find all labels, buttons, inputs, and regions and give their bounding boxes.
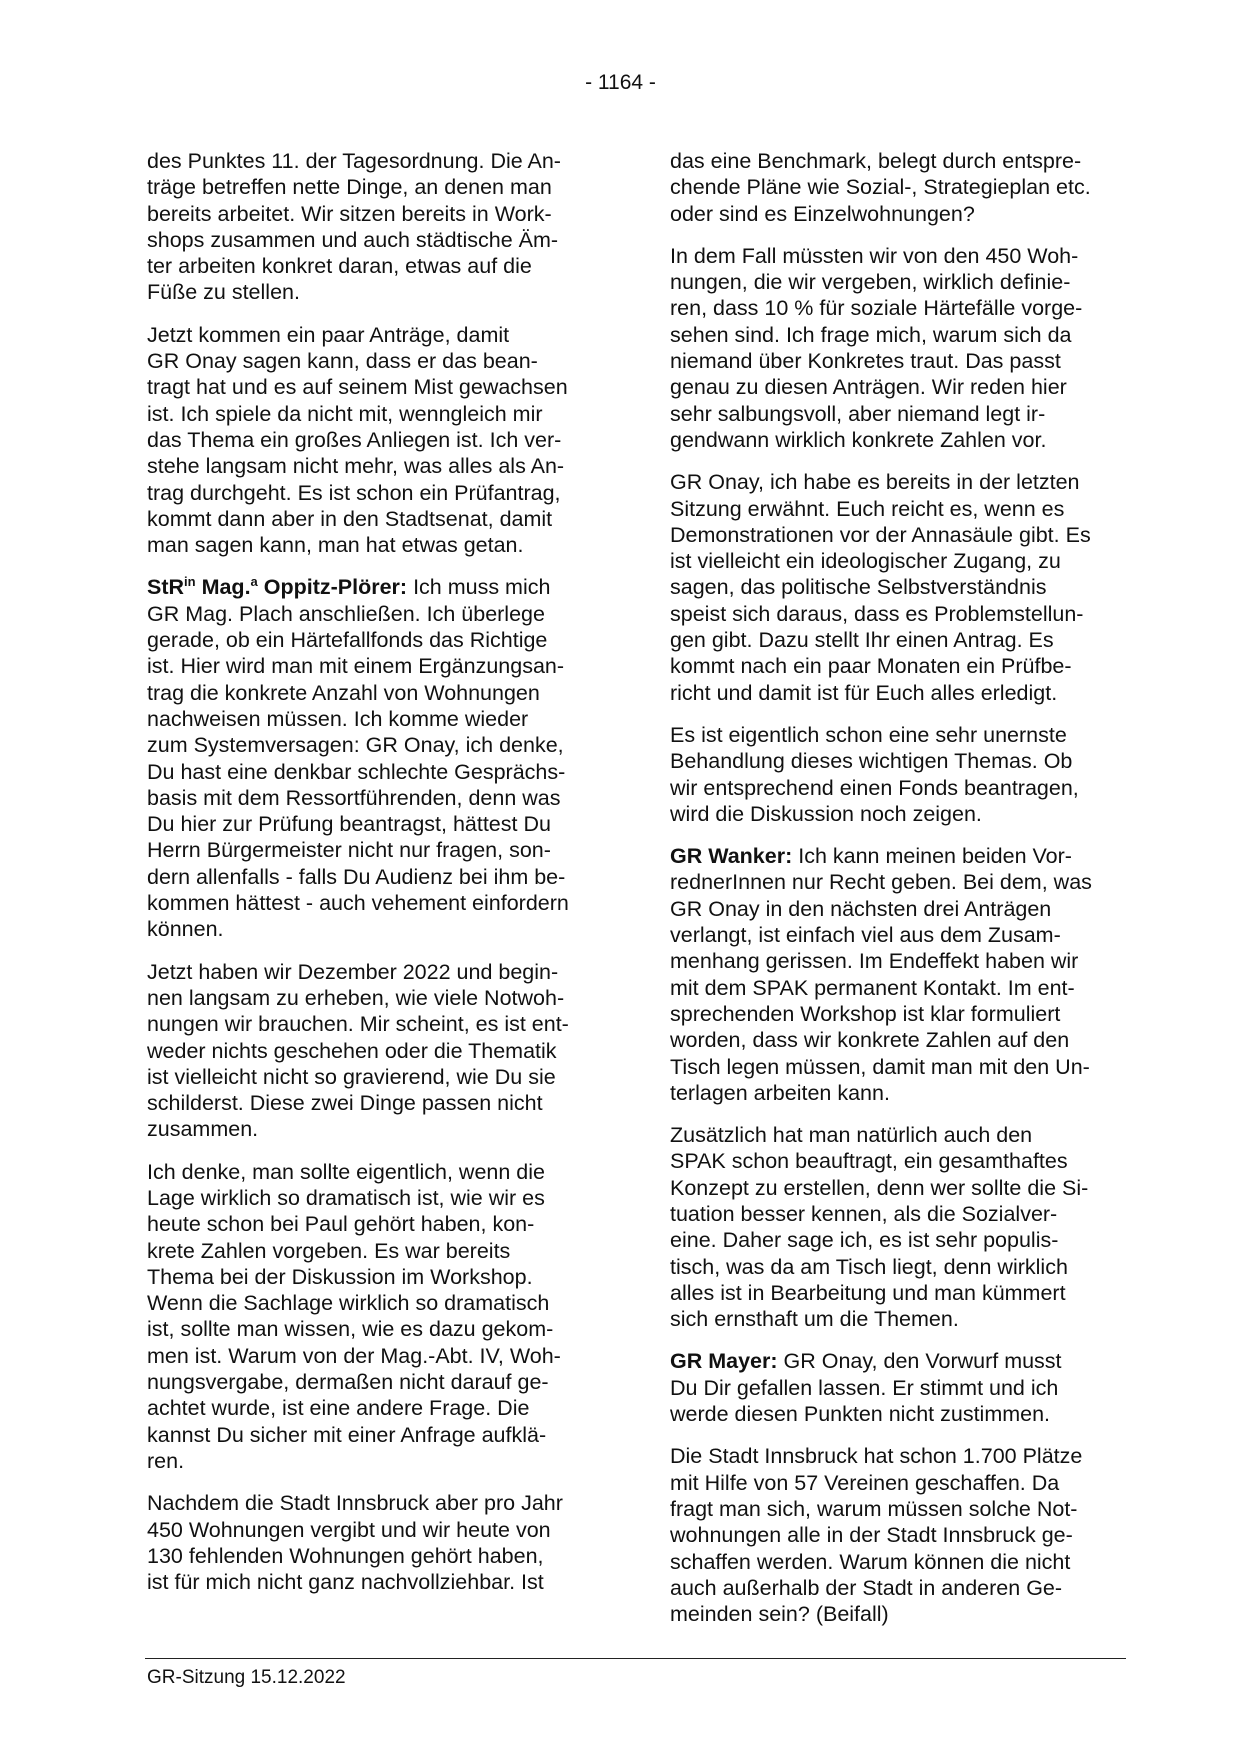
speech-text: GR Onay, den Vorwurf musst (777, 1349, 1062, 1374)
text-line: trag die konkrete Anzahl von Wohnungen (147, 680, 540, 705)
text-line: gen gibt. Dazu stellt Ihr einen Antrag. Es (670, 628, 1054, 653)
paragraph (147, 1159, 603, 1475)
footer-session-date: GR-Sitzung 15.12.2022 (147, 1667, 346, 1688)
text-line: alles ist in Bearbeitung und man kümmert (670, 1280, 1066, 1305)
text-line: ter arbeiten konkret daran, etwas auf die (147, 254, 532, 279)
text-line: Behandlung dieses wichtigen Themas. Ob (670, 749, 1073, 774)
text-line: schaffen werden. Warum können die nicht (670, 1549, 1071, 1574)
text-line: trag durchgeht. Es ist schon ein Prüfantrag, (147, 480, 561, 505)
text-line: Du hast eine denkbar schlechte Gesprächs- (147, 759, 566, 784)
paragraph (147, 322, 603, 559)
text-line: genau zu diesen Anträgen. Wir reden hier (670, 375, 1067, 400)
text-line: gendwann wirklich konkrete Zahlen vor. (670, 427, 1047, 452)
text-line: ist, sollte man wissen, wie es dazu gekom- (147, 1317, 554, 1342)
text-line: ist vielleicht ein ideologischer Zugang, zu (670, 549, 1061, 574)
paragraph (670, 1443, 1126, 1627)
text-line: gerade, ob ein Härtefallfonds das Richtige (147, 628, 548, 653)
text-line: stehe langsam nicht mehr, was alles als An- (147, 454, 565, 479)
text-line: sehen sind. Ich frage mich, warum sich da (670, 322, 1072, 347)
right-column (670, 148, 1126, 1643)
paragraph (670, 148, 1126, 227)
paragraph (147, 959, 603, 1143)
text-line: nungen, die wir vergeben, wirklich definie- (670, 270, 1071, 295)
text-line: kannst Du sicher mit einer Anfrage aufklä- (147, 1422, 547, 1447)
text-line: Sitzung erwähnt. Euch reicht es, wenn es (670, 496, 1065, 521)
page-number: - 1164 - (585, 71, 656, 94)
text-line: Thema bei der Diskussion im Workshop. (147, 1264, 533, 1289)
text-line: wir entsprechend einen Fonds beantragen, (670, 775, 1079, 800)
text-line: ren, dass 10 % für soziale Härtefälle vorge- (670, 296, 1083, 321)
text-line: Füße zu stellen. (147, 280, 300, 305)
text-line: ist. Ich spiele da nicht mit, wenngleich mir (147, 401, 543, 426)
text-line: kommen hättest - auch vehement einfordern (147, 891, 569, 916)
text-line: wohnungen alle in der Stadt Innsbruck ge- (670, 1523, 1073, 1548)
text-line: heute schon bei Paul gehört haben, kon- (147, 1212, 535, 1237)
text-line: sehr salbungsvoll, aber niemand legt ir- (670, 401, 1046, 426)
text-line: ist für mich nicht ganz nachvollziehbar. Ist (147, 1570, 544, 1595)
text-line: oder sind es Einzelwohnungen? (670, 201, 975, 226)
text-line: des Punktes 11. der Tagesordnung. Die An- (147, 149, 561, 173)
text-line: ren. (147, 1448, 185, 1473)
text-line: wird die Diskussion noch zeigen. (670, 801, 982, 826)
paragraph (670, 469, 1126, 706)
text-line: Du hier zur Prüfung beantragst, hättest Du (147, 812, 551, 837)
speech-text (670, 870, 1092, 1104)
text-line: Herrn Bürgermeister nicht nur fragen, son- (147, 838, 551, 863)
text-line: mit dem SPAK permanent Kontakt. Im ent- (670, 975, 1075, 1000)
paragraph (147, 574, 603, 942)
text-line: GR Mag. Plach anschließen. Ich überlege (147, 601, 545, 626)
text-line: krete Zahlen vorgeben. Es war bereits (147, 1238, 511, 1263)
text-line: meinden sein? (Beifall) (670, 1602, 889, 1627)
text-line: Du Dir gefallen lassen. Er stimmt und ich (670, 1375, 1059, 1400)
speech-text: Ich kann meinen beiden Vor- (792, 844, 1072, 869)
text-line: worden, dass wir konkrete Zahlen auf den (670, 1028, 1070, 1053)
text-line: tuation besser kennen, als die Sozialver- (670, 1201, 1058, 1226)
text-line: nachweisen müssen. Ich komme wieder (147, 706, 529, 731)
text-line: Die Stadt Innsbruck hat schon 1.700 Plätze (670, 1444, 1083, 1469)
text-line: schilderst. Diese zwei Dinge passen nicht (147, 1091, 543, 1116)
paragraph (147, 1490, 603, 1595)
text-line: zusammen. (147, 1117, 259, 1142)
paragraph (670, 243, 1126, 453)
text-line: mit Hilfe von 57 Vereinen geschaffen. Da (670, 1470, 1060, 1495)
text-line: kommt nach ein paar Monaten ein Prüfbe- (670, 654, 1072, 679)
text-line: GR Onay, ich habe es bereits in der letzten (670, 470, 1080, 495)
speech-text: Ich muss mich (407, 575, 551, 600)
text-line: rednerInnen nur Recht geben. Bei dem, was (670, 870, 1092, 895)
text-line: sich ernsthaft um die Themen. (670, 1307, 959, 1332)
text-line: bereits arbeitet. Wir sitzen bereits in Work- (147, 201, 552, 226)
text-line: können. (147, 917, 224, 942)
text-line: kommt dann aber in den Stadtsenat, damit (147, 506, 553, 531)
text-line: In dem Fall müssten wir von den 450 Woh- (670, 243, 1079, 268)
footer-divider (145, 1658, 1126, 1659)
text-line: werde diesen Punkten nicht zustimmen. (670, 1402, 1051, 1427)
text-line: 130 fehlenden Wohnungen gehört haben, (147, 1543, 544, 1568)
text-line: speist sich daraus, dass es Problemstellun- (670, 601, 1084, 626)
text-line: menhang gerissen. Im Endeffekt haben wir (670, 949, 1079, 974)
text-line: eine. Daher sage ich, es ist sehr populis- (670, 1228, 1059, 1253)
text-line: nungen wir brauchen. Mir scheint, es ist ent- (147, 1012, 569, 1037)
text-line: fragt man sich, warum müssen solche Not- (670, 1496, 1078, 1521)
text-line: nen langsam zu erheben, wie viele Notwoh- (147, 985, 565, 1010)
text-line: men ist. Warum von der Mag.-Abt. IV, Woh- (147, 1343, 561, 1368)
text-line: das eine Benchmark, belegt durch entspre- (670, 149, 1082, 173)
text-line: man sagen kann, man hat etwas getan. (147, 533, 524, 558)
speaker-name: GR Wanker: (670, 844, 793, 869)
text-line: tisch, was da am Tisch liegt, denn wirklich (670, 1254, 1068, 1279)
text-line: richt und damit ist für Euch alles erledigt. (670, 680, 1058, 705)
text-line: das Thema ein großes Anliegen ist. Ich ver- (147, 427, 562, 452)
text-line: dern allenfalls - falls Du Audienz bei ihm be- (147, 864, 566, 889)
paragraph (670, 1122, 1126, 1332)
text-line: SPAK schon beauftragt, ein gesamthaftes (670, 1149, 1068, 1174)
text-line: verlangt, ist einfach viel aus dem Zusam- (670, 923, 1061, 948)
text-line: auch außerhalb der Stadt in anderen Ge- (670, 1575, 1063, 1600)
text-line: achtet wurde, ist eine andere Frage. Die (147, 1396, 530, 1421)
text-line: Es ist eigentlich schon eine sehr unernste (670, 722, 1067, 747)
text-line: 450 Wohnungen vergibt und wir heute von (147, 1517, 551, 1542)
text-line: GR Onay sagen kann, dass er das bean- (147, 349, 538, 374)
text-line: basis mit dem Ressortführenden, denn was (147, 785, 561, 810)
paragraph (147, 148, 603, 306)
speech-text (147, 602, 569, 942)
text-line: zum Systemversagen: GR Onay, ich denke, (147, 733, 564, 758)
paragraph (670, 843, 1126, 1106)
text-line: ist. Hier wird man mit einem Ergänzungsan- (147, 654, 565, 679)
text-line: GR Onay in den nächsten drei Anträgen (670, 896, 1052, 921)
text-line: Zusätzlich hat man natürlich auch den (670, 1123, 1033, 1148)
text-line: Tisch legen müssen, damit man mit den Un- (670, 1054, 1090, 1079)
left-column (147, 148, 603, 1611)
text-line: Jetzt kommen ein paar Anträge, damit (147, 322, 510, 347)
text-line: Lage wirklich so dramatisch ist, wie wir es (147, 1185, 545, 1210)
text-line: nungsvergabe, dermaßen nicht darauf ge- (147, 1370, 549, 1395)
text-line: ist vielleicht nicht so gravierend, wie Du sie (147, 1064, 556, 1089)
paragraph (670, 1348, 1126, 1427)
text-line: sprechenden Workshop ist klar formuliert (670, 1001, 1061, 1026)
text-line: sagen, das politische Selbstverständnis (670, 575, 1047, 600)
text-line: Wenn die Sachlage wirklich so dramatisch (147, 1291, 550, 1316)
text-line: chende Pläne wie Sozial-, Strategieplan etc. (670, 175, 1091, 200)
text-line: Demonstrationen vor der Annasäule gibt. Es (670, 522, 1091, 547)
speaker-name: StR$^{in}$ Mag.$^a$ Oppitz-Plörer: (147, 574, 408, 600)
text-line: weder nichts geschehen oder die Thematik (147, 1038, 557, 1063)
text-line: träge betreffen nette Dinge, an denen man (147, 175, 552, 200)
text-line: Ich denke, man sollte eigentlich, wenn die (147, 1159, 545, 1184)
text-line: tragt hat und es auf seinem Mist gewachsen (147, 375, 568, 400)
text-line: Konzept zu erstellen, denn wer sollte die Si- (670, 1175, 1089, 1200)
text-line: terlagen arbeiten kann. (670, 1080, 890, 1105)
text-line: niemand über Konkretes traut. Das passt (670, 349, 1061, 374)
text-line: Jetzt haben wir Dezember 2022 und begin- (147, 959, 559, 984)
speech-text (670, 1376, 1058, 1426)
text-line: shops zusammen und auch städtische Äm- (147, 227, 559, 252)
speaker-name: GR Mayer: (670, 1349, 778, 1374)
text-line: Nachdem die Stadt Innsbruck aber pro Jahr (147, 1491, 563, 1516)
paragraph (670, 722, 1126, 827)
